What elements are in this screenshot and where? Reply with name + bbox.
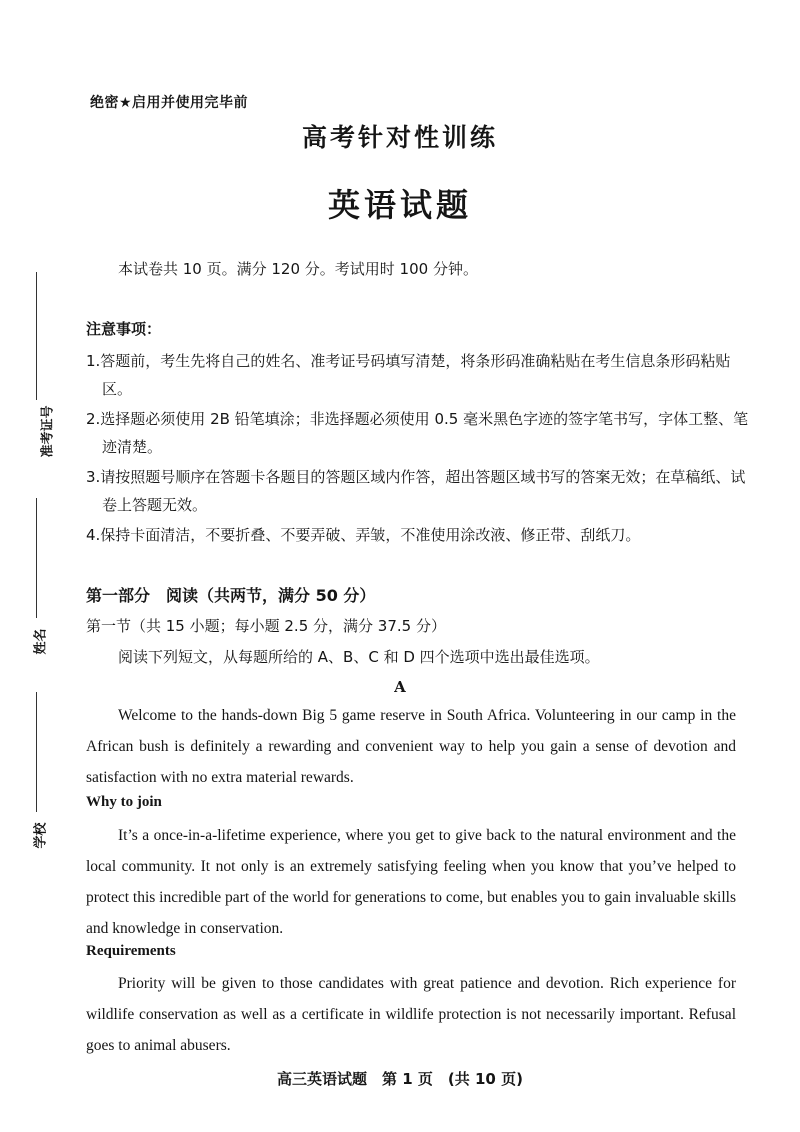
- note-item: 4.保持卡面清洁，不要折叠、不要弄破、弄皱，不准使用涂改液、修正带、刮纸刀。: [86, 526, 641, 544]
- name-line: [36, 498, 37, 618]
- school-label: 学校: [33, 822, 49, 849]
- secret-label: 绝密★启用并使用完毕前: [90, 95, 249, 111]
- exam-id-line: [36, 272, 37, 400]
- passage-heading-requirements: Requirements: [86, 943, 176, 959]
- name-label: 姓名: [33, 628, 49, 655]
- note-item: 3.请按照题号顺序在答题卡各题目的答题区域内作答，超出答题区域书写的答案无效；在草稿纸、试卷上答题无效。: [86, 468, 746, 514]
- school-line: [36, 692, 37, 812]
- exam-intro: 本试卷共 10 页。满分 120 分。考试用时 100 分钟。: [118, 260, 478, 278]
- notes-section: [86, 318, 751, 551]
- note-item: 2.选择题必须使用 2B 铅笔填涂；非选择题必须使用 0.5 毫米黑色字迹的签字笔书写，字体工整、笔迹清楚。: [86, 410, 749, 456]
- page-footer: 高三英语试题 第 1 页 (共 10 页): [277, 1070, 523, 1088]
- subject-title: 英语试题: [327, 186, 472, 224]
- passage-paragraph-1: Welcome to the hands-down Big 5 game reserve in South Africa. Volunteering in our camp in the African bush is definitely a rewarding and convenient way to help you gain a sense of devotion and satisfaction with no extra material rewards.: [86, 707, 736, 786]
- part-title: 第一部分 阅读（共两节，满分 50 分）: [86, 586, 376, 605]
- section-title: 第一节（共 15 小题；每小题 2.5 分，满分 37.5 分）: [86, 617, 446, 635]
- exam-title: 高考针对性训练: [301, 123, 498, 152]
- notes-heading: 注意事项：: [86, 320, 162, 338]
- note-item: 1.答题前，考生先将自己的姓名、准考证号码填写清楚，将条形码准确粘贴在考生信息条形码粘贴区。: [86, 352, 731, 398]
- passage-heading-why-join: Why to join: [86, 794, 162, 810]
- exam-id-label: 准考证号: [40, 405, 56, 458]
- section-instruction: 阅读下列短文，从每题所给的 A、B、C 和 D 四个选项中选出最佳选项。: [118, 648, 600, 666]
- passage-paragraph-2: It’s a once-in-a-lifetime experience, where you get to give back to the natural environment and the local community. It not only is an extremely satisfying feeling when you know that you’ve helped to protect this incredible part of the world for generations to come, but enables you to gain invaluable skills and knowledge in conservation.: [86, 827, 736, 937]
- passage-label: A: [394, 678, 406, 696]
- passage-paragraph-3: Priority will be given to those candidates with great patience and devotion. Rich experience for wildlife conservation as well as a certificate in wildlife protection is not necessarily important. Refusal goes to animal abusers.: [86, 975, 736, 1054]
